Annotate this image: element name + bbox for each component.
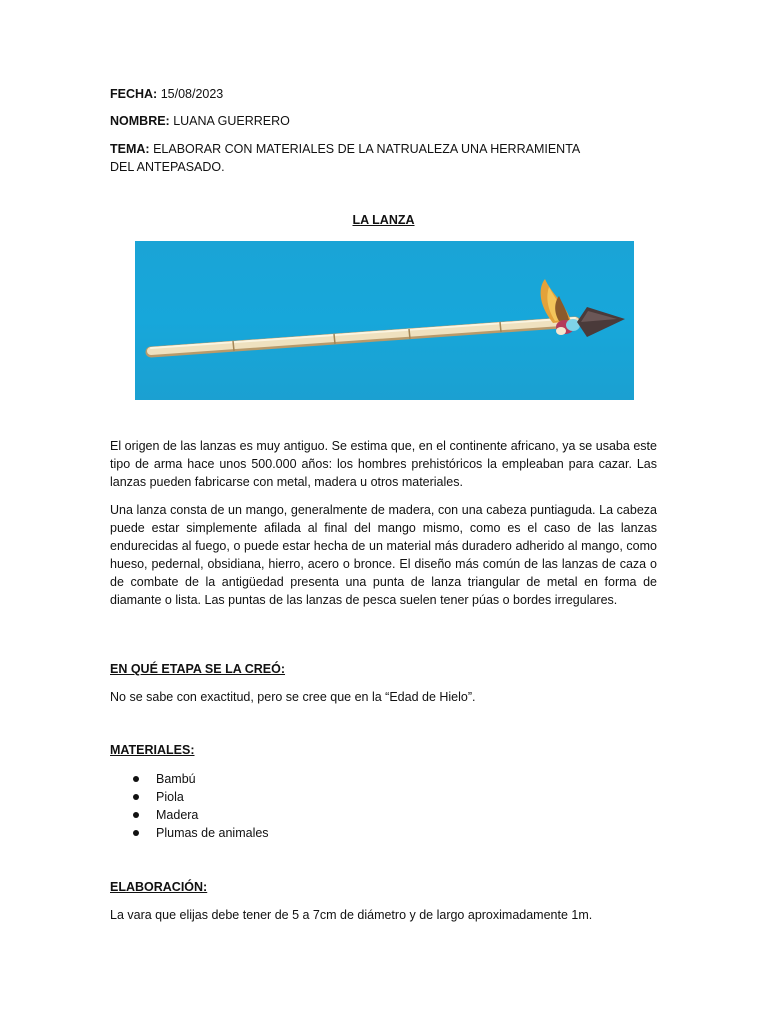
elaboracion-text: La vara que elijas debe tener de 5 a 7cm de diámetro y de largo aproximadamente 1m. bbox=[110, 908, 593, 922]
bullet-icon bbox=[133, 830, 139, 836]
fecha-label: FECHA: bbox=[110, 87, 158, 101]
nombre-value: LUANA GUERRERO bbox=[173, 114, 290, 128]
tema-label: TEMA: bbox=[110, 142, 150, 156]
list-item bbox=[110, 788, 269, 806]
elaboracion-heading: ELABORACIÓN: bbox=[110, 880, 208, 894]
etapa-heading: EN QUÉ ETAPA SE LA CREÓ: bbox=[110, 662, 286, 676]
paragraph-origin: El origen de las lanzas es muy antiguo. Se estima que, en el continente africano, ya se usaba este tipo de arma hace unos 500.000 años: los hombres prehistóricos la empleaban para cazar. Las lanzas pueden fabricarse con metal, madera u otros materiales. bbox=[110, 439, 657, 489]
bullet-icon bbox=[133, 812, 139, 818]
fecha-value: 15/08/2023 bbox=[160, 87, 224, 101]
nombre-line bbox=[110, 114, 290, 128]
spear-head bbox=[577, 307, 625, 337]
spear-illustration bbox=[135, 241, 634, 400]
materiales-heading: MATERIALES: bbox=[110, 743, 195, 757]
fecha-line bbox=[110, 87, 223, 101]
etapa-text: No se sabe con exactitud, pero se cree que en la “Edad de Hielo”. bbox=[110, 690, 476, 704]
paragraph-description: Una lanza consta de un mango, generalmente de madera, con una cabeza puntiaguda. La cabeza puede estar simplemente afilada al final del mango mismo, como es el caso de las lanzas endurecidas al fuego, o puede estar hecha de un material más duradero adherido al mango, como hueso, pedernal, obsidiana, hierro, acero o bronce. El diseño más común de las lanzas de caza o de combate de la antigüedad presenta una punta de lanza triangular de metal en forma de diamante o lista. Las puntas de las lanzas de pesca suelen tener púas o bordes irregulares. bbox=[110, 503, 657, 607]
list-item bbox=[110, 770, 269, 788]
material-label: Bambú bbox=[156, 772, 196, 786]
list-item bbox=[110, 806, 269, 824]
tema-line bbox=[110, 140, 590, 176]
material-label: Piola bbox=[156, 790, 184, 804]
material-label: Madera bbox=[156, 808, 199, 822]
tema-value: ELABORAR CON MATERIALES DE LA NATRUALEZA UNA HERRAMIENTA DEL ANTEPASADO. bbox=[110, 142, 580, 174]
spear-shaft bbox=[151, 318, 575, 352]
spear-photo bbox=[135, 241, 634, 400]
materials-list bbox=[110, 770, 269, 842]
bullet-icon bbox=[133, 794, 139, 800]
nombre-label: NOMBRE: bbox=[110, 114, 170, 128]
list-item bbox=[110, 824, 269, 842]
material-label: Plumas de animales bbox=[156, 826, 269, 840]
document-title: LA LANZA bbox=[352, 213, 415, 227]
bullet-icon bbox=[133, 776, 139, 782]
